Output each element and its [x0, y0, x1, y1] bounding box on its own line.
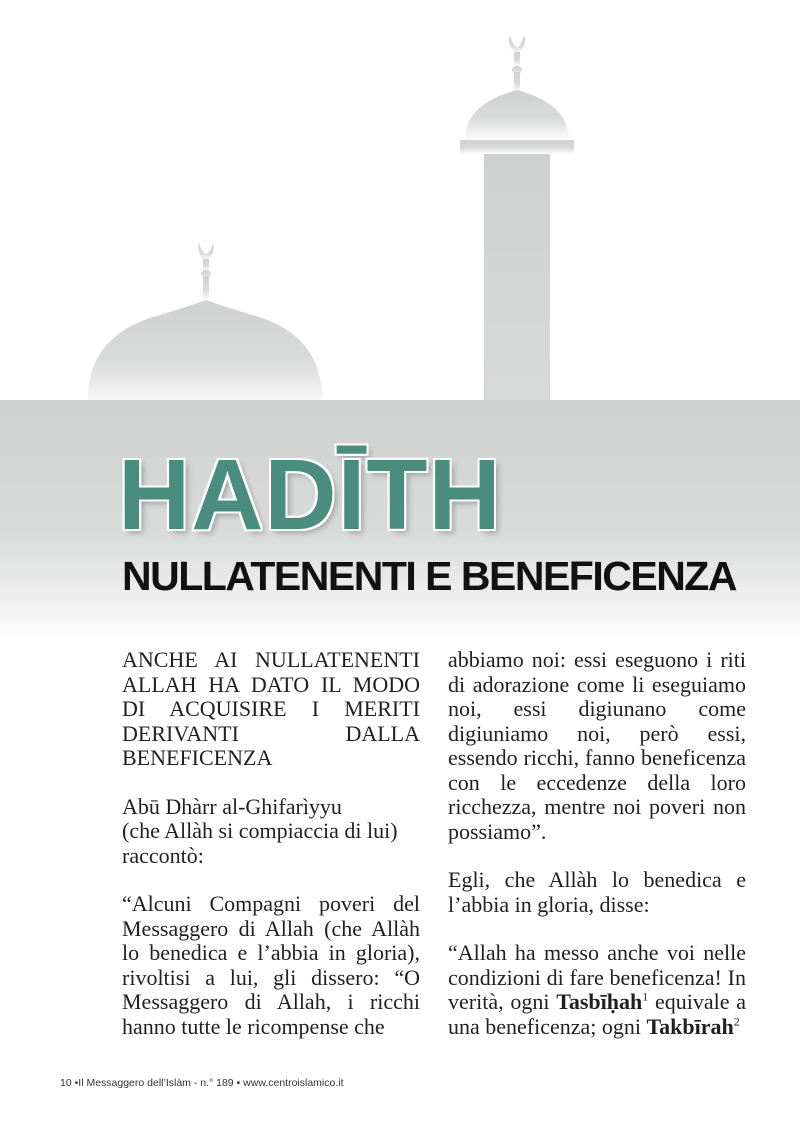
- narrator-intro: raccontò:: [122, 842, 204, 868]
- article-heading: ANCHE AI NULLATENENTI ALLAH HA DATO IL MODO DI ACQUISIRE I MERITI DERIVANTI DALLA BENEFICENZA: [122, 647, 420, 770]
- page-footer: [60, 1077, 344, 1089]
- website-link[interactable]: www.centroislamico.it: [243, 1077, 344, 1089]
- body-paragraph: “Alcuni Compagni poveri del Messaggero di Allah (che Allàh lo benedica e l’abbia in gloria), rivoltisi a lui, gli dissero: “O Messaggero di Allah, i ricchi hanno tutte le ricompense che: [122, 891, 420, 1039]
- term-tasbihah: Tasbīḥah: [556, 989, 643, 1014]
- right-column: [448, 648, 746, 1039]
- narrator-blessing: (che Allàh si compiaccia di lui): [122, 818, 398, 843]
- section-title: HADĪTH: [118, 439, 502, 551]
- body-paragraph: abbiamo noi: essi eseguono i riti di adorazione come li eseguiamo noi, essi digiunano come digiuniamo noi, però essi, essendo ricchi, fanno beneficenza con le eccedenze della loro ricchezza, mentre noi poveri non possiamo”.: [448, 647, 746, 844]
- page-number: 10: [60, 1077, 72, 1089]
- body-paragraph: Egli, che Allàh lo benedica e l’abbia in gloria, disse:: [448, 867, 746, 917]
- paragraph-text: “Allah ha messo anche voi nelle condizioni di fare beneficenza! In verità, ogni: [448, 940, 746, 1014]
- body-paragraph: [448, 941, 746, 1039]
- narrator-name: Abū Dhàrr al-Ghifarìyyu: [122, 793, 342, 819]
- paragraph-text: equivale a una beneficenza; ogni: [448, 989, 747, 1039]
- article-subtitle: NULLATENENTI E BENEFICENZA: [122, 553, 736, 599]
- footnote-marker: 1: [642, 989, 649, 1004]
- left-column: [122, 648, 420, 1039]
- term-takbirah: Takbīrah: [646, 1013, 734, 1039]
- publication-name: •Il Messaggero dell’Islàm - n.° 189 •: [74, 1077, 241, 1089]
- footnote-marker: 2: [733, 1014, 740, 1029]
